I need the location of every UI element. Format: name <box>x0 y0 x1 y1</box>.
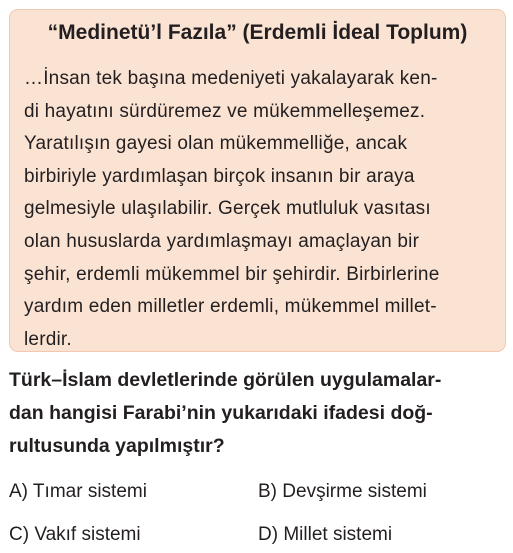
quote-line: …İnsan tek başına medeniyeti yakalayarak ken- <box>24 68 438 89</box>
quote-line: gelmesiyle ulaşılabilir. Gerçek mutluluk vasıtası <box>24 198 431 220</box>
quote-line: lerdir. <box>24 328 72 350</box>
quote-box <box>9 9 506 352</box>
question-line: dan hangisi Farabi’nin yukarıdaki ifadesi doğ- <box>9 402 433 424</box>
option-a[interactable]: A) Tımar sistemi <box>9 481 147 502</box>
quote-title: “Medinetü’l Fazıla” (Erdemli İdeal Toplum) <box>47 21 468 44</box>
option-d[interactable]: D) Millet sistemi <box>258 524 393 545</box>
question-stem <box>9 364 509 463</box>
quote-line: yardım eden milletler erdemli, mükemmel millet- <box>24 296 437 318</box>
quote-line: olan hususlarda yardımlaşmayı amaçlayan bir <box>24 230 420 252</box>
option-c[interactable]: C) Vakıf sistemi <box>9 524 141 545</box>
question-line: rultusunda yapılmıştır? <box>9 435 225 457</box>
quote-line: şehir, erdemli mükemmel bir şehirdir. Birbirlerine <box>24 263 440 285</box>
quote-body <box>24 63 494 356</box>
quote-line: Yaratılışın gayesi olan mükemmelliğe, ancak <box>24 133 408 155</box>
quote-line: birbiriyle yardımlaşan birçok insanın bir araya <box>24 165 415 187</box>
quote-line: di hayatını sürdüremez ve mükemmelleşemez. <box>24 100 426 122</box>
question-line: Türk–İslam devletlerinde görülen uygulamalar- <box>9 369 442 391</box>
option-b[interactable]: B) Devşirme sistemi <box>258 481 427 502</box>
